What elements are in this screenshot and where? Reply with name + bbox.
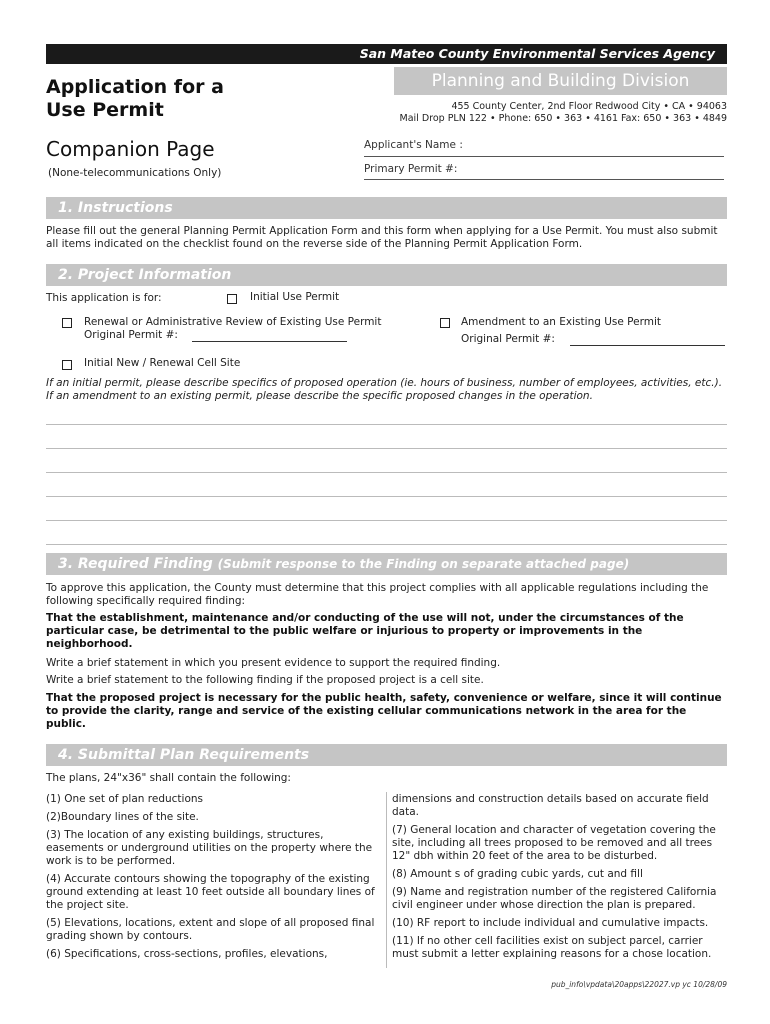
section-required-finding-header [46, 553, 727, 575]
section-instructions-header: 1. Instructions [46, 197, 727, 219]
form-title [46, 76, 306, 122]
title-line-1: Application for a [46, 76, 224, 98]
applicant-name-label: Applicant's Name : [364, 139, 463, 151]
section-project-info-header: 2. Project Information [46, 264, 727, 286]
instructions-text: Please fill out the general Planning Permit Application Form and this form when applying for a Use Permit. You must also submit all items indicated on the checklist found on the reverse side of the Planning Permit Application Form. [46, 225, 718, 250]
agency-banner: San Mateo County Environmental Services Agency [46, 44, 727, 64]
agency-address: 455 County Center, 2nd Floor Redwood City • CA • 94063 [451, 101, 727, 112]
requirement-item: (7) General location and character of vegetation covering the site, including all trees proposed to be removed and all trees 12" dbh within 20 feet of the area to be disturbed. [392, 824, 716, 862]
requirement-item: (3) The location of any existing buildings, structures, easements or underground utilities on the property where the work is to be performed. [46, 829, 373, 867]
submittal-intro: The plans, 24"x36" shall contain the following: [46, 772, 291, 784]
file-reference: pub_info\vpdata\20apps\22027.vp yc 10/28/09 [551, 980, 727, 989]
initial-use-permit-label: Initial Use Permit [250, 291, 340, 303]
finding-1: That the establishment, maintenance and/or conducting of the use will not, under the circumstances of the particular case, be detrimental to the public welfare or injurious to property or improvements in the neighborhood. [46, 612, 684, 650]
primary-permit-field[interactable] [364, 179, 724, 180]
requirement-item: (2)Boundary lines of the site. [46, 811, 199, 823]
original-permit-label: Original Permit #: [84, 329, 178, 341]
agency-contact: Mail Drop PLN 122 • Phone: 650 • 363 • 4161 Fax: 650 • 363 • 4849 [399, 113, 727, 124]
requirement-item: (6) Specifications, cross-sections, profiles, elevations, [46, 948, 328, 960]
amendment-checkbox[interactable] [440, 318, 450, 328]
cell-statement: Write a brief statement to the following finding if the proposed project is a cell site. [46, 674, 484, 686]
required-finding-title: 3. Required Finding [58, 556, 213, 572]
requirement-item: (11) If no other cell facilities exist on subject parcel, carrier must submit a letter explaining reasons for a chose location. [392, 935, 712, 960]
initial-use-permit-checkbox[interactable] [227, 294, 237, 304]
application-for-label: This application is for: [46, 292, 162, 304]
page-note: (None-telecommunications Only) [48, 167, 222, 179]
answer-line-2[interactable] [46, 448, 727, 449]
answer-line-1[interactable] [46, 424, 727, 425]
answer-line-5[interactable] [46, 520, 727, 521]
requirement-item: (5) Elevations, locations, extent and slope of all proposed final grading shown by contours. [46, 917, 375, 942]
left-requirement-list [46, 793, 380, 961]
section-submittal-header: 4. Submittal Plan Requirements [46, 744, 727, 766]
describe-amendment-text: If an amendment to an existing permit, please describe the specific proposed changes in the operation. [46, 390, 593, 402]
original-permit-label-2: Original Permit #: [461, 333, 555, 345]
requirement-item: (10) RF report to include individual and cumulative impacts. [392, 917, 709, 929]
answer-line-6[interactable] [46, 544, 727, 545]
renewal-checkbox[interactable] [62, 318, 72, 328]
applicant-name-field[interactable] [364, 156, 724, 157]
describe-initial-text: If an initial permit, please describe specifics of proposed operation (ie. hours of business, number of employees, activities, etc.). [46, 377, 723, 389]
division-banner: Planning and Building Division [394, 67, 727, 95]
cell-site-label: Initial New / Renewal Cell Site [84, 357, 241, 369]
requirement-item: dimensions and construction details based on accurate field data. [392, 793, 709, 818]
finding-statement: Write a brief statement in which you present evidence to support the required finding. [46, 657, 501, 669]
requirement-item: (4) Accurate contours showing the topography of the existing ground extending at least 10 feet outside all boundary lines of the project site. [46, 873, 375, 911]
primary-permit-label: Primary Permit #: [364, 163, 458, 175]
renewal-label: Renewal or Administrative Review of Existing Use Permit [84, 316, 382, 328]
requirement-item: (8) Amount s of grading cubic yards, cut and fill [392, 868, 643, 880]
cell-site-checkbox[interactable] [62, 360, 72, 370]
column-divider [386, 792, 387, 968]
finding-2: That the proposed project is necessary for the public health, safety, convenience or welfare, since it will continue to provide the clarity, range and service of the existing cellular communications network in the area for the public. [46, 692, 722, 730]
title-line-2: Use Permit [46, 99, 164, 121]
requirement-item: (9) Name and registration number of the registered California civil engineer under whose direction the plan is prepared. [392, 886, 717, 911]
required-finding-subtitle: (Submit response to the Finding on separate attached page) [217, 557, 630, 571]
finding-intro: To approve this application, the County must determine that this project complies with all applicable regulations including the following specifically required finding: [46, 582, 709, 607]
answer-line-3[interactable] [46, 472, 727, 473]
original-permit-field[interactable] [192, 341, 347, 342]
amendment-label: Amendment to an Existing Use Permit [461, 316, 661, 328]
right-requirement-list [392, 793, 726, 961]
requirement-item: (1) One set of plan reductions [46, 793, 204, 805]
answer-line-4[interactable] [46, 496, 727, 497]
original-permit-field-2[interactable] [570, 345, 725, 346]
page-subtitle: Companion Page [46, 137, 215, 161]
